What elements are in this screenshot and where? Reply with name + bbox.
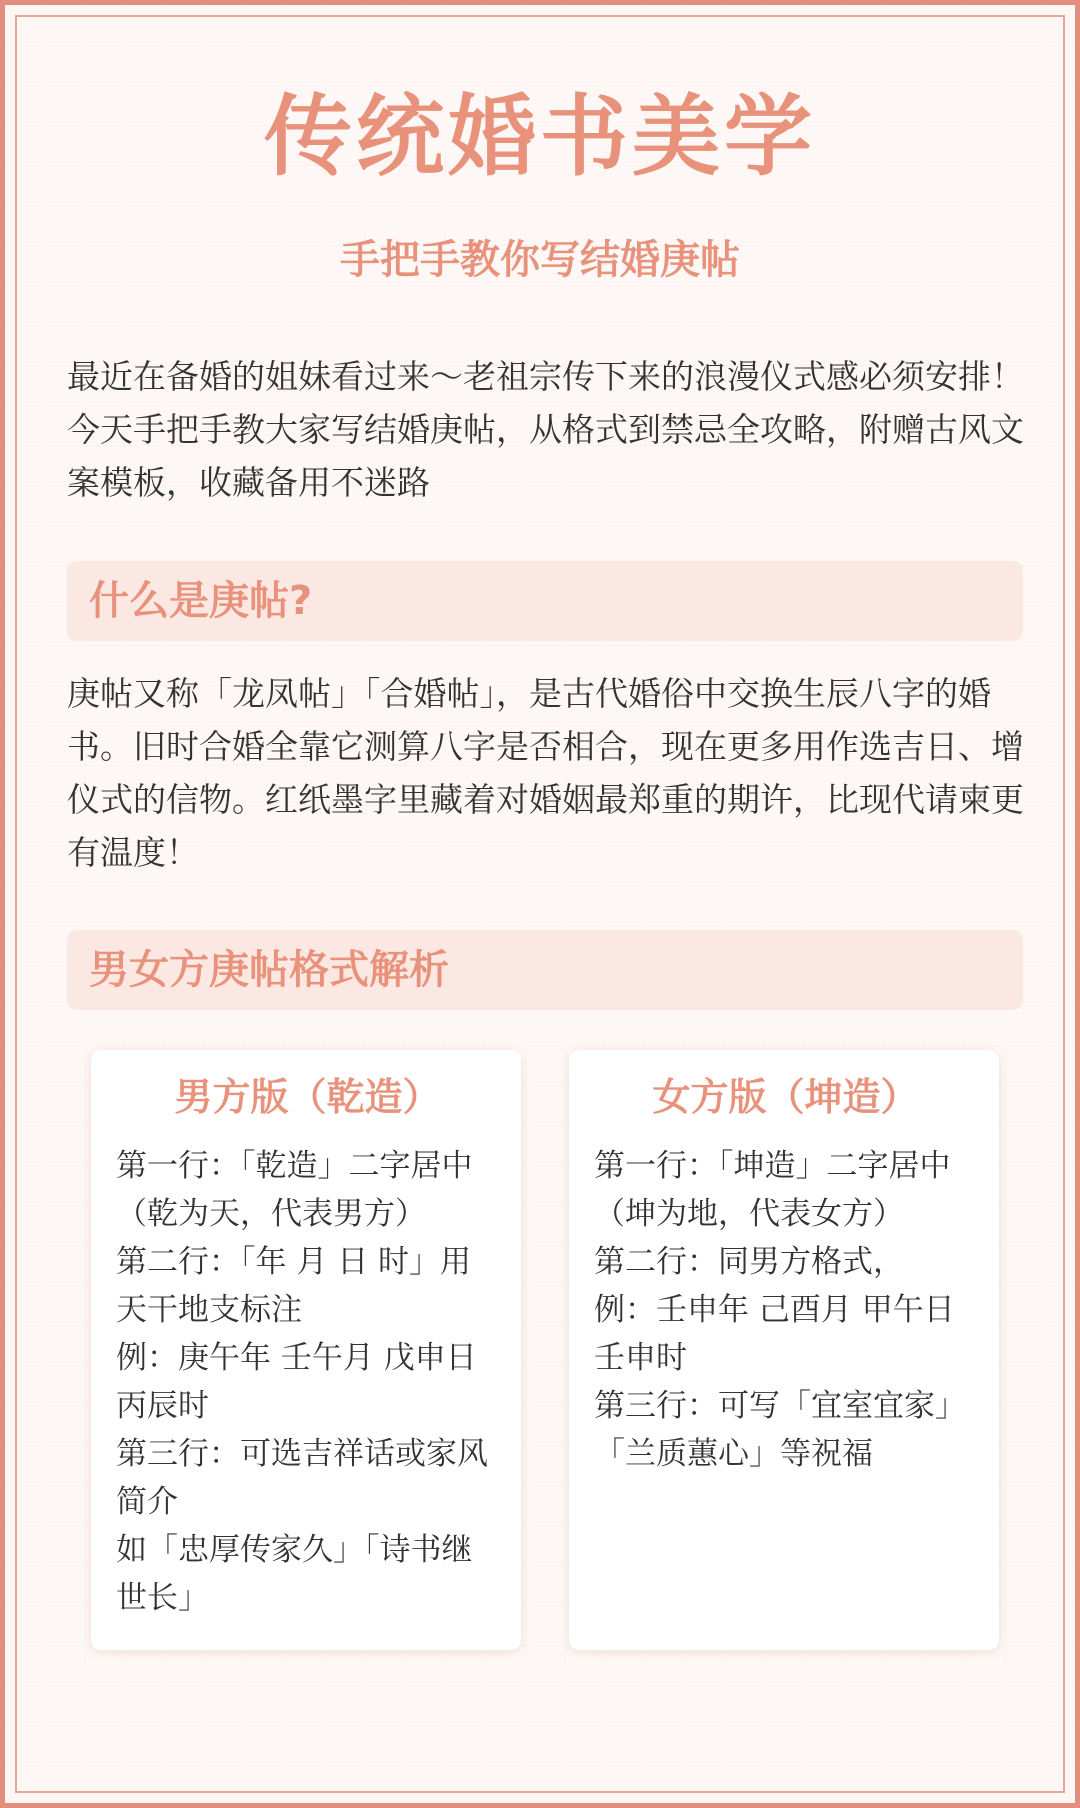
male-version-card: [91, 1050, 521, 1650]
intro-paragraph: 最近在备婚的姐妹看过来～老祖宗传下来的浪漫仪式感必须安排！今天手把手教大家写结婚庚帖，从格式到禁忌全攻略，附赠古风文案模板，收藏备用不迷路: [67, 357, 1024, 502]
male-line-4: 第三行：可选吉祥话或家风简介: [116, 1436, 488, 1520]
male-line-1: 第一行：「乾造」二字居中（乾为天，代表男方）: [116, 1148, 473, 1232]
female-line-4: 第三行：可写「宜室宜家」「兰质蕙心」等祝福: [594, 1388, 966, 1472]
female-line-2: 第二行：同男方格式，: [594, 1244, 904, 1280]
section-heading-what-is-gengtie: 什么是庚帖?: [67, 561, 1023, 641]
section-what-is-gengtie-body: 庚帖又称「龙凤帖」「合婚帖」，是古代婚俗中交换生辰八字的婚书。旧时合婚全靠它测算八字是否相合，现在更多用作选吉日、增仪式的信物。红纸墨字里藏着对婚姻最郑重的期许，比现代请柬更有温度！: [67, 674, 1024, 872]
female-line-3: 例：壬申年 己酉月 甲午日 壬申时: [594, 1292, 955, 1376]
female-version-title: 女方版（坤造）: [652, 1075, 919, 1119]
page-title: 传统婚书美学: [263, 85, 816, 188]
male-version-title: 男方版（乾造）: [174, 1075, 441, 1119]
page-subtitle: 手把手教你写结婚庚帖: [340, 237, 740, 283]
female-line-1: 第一行：「坤造」二字居中（坤为地，代表女方）: [594, 1148, 951, 1232]
male-line-2: 第二行：「年 月 日 时」用天干地支标注: [116, 1244, 472, 1328]
male-line-3: 例：庚午年 壬午月 戊申日 丙辰时: [116, 1340, 477, 1424]
female-version-card: [569, 1050, 999, 1650]
section-heading-format: 男女方庚帖格式解析: [67, 930, 1023, 1010]
male-line-5: 如「忠厚传家久」「诗书继世长」: [116, 1532, 473, 1616]
